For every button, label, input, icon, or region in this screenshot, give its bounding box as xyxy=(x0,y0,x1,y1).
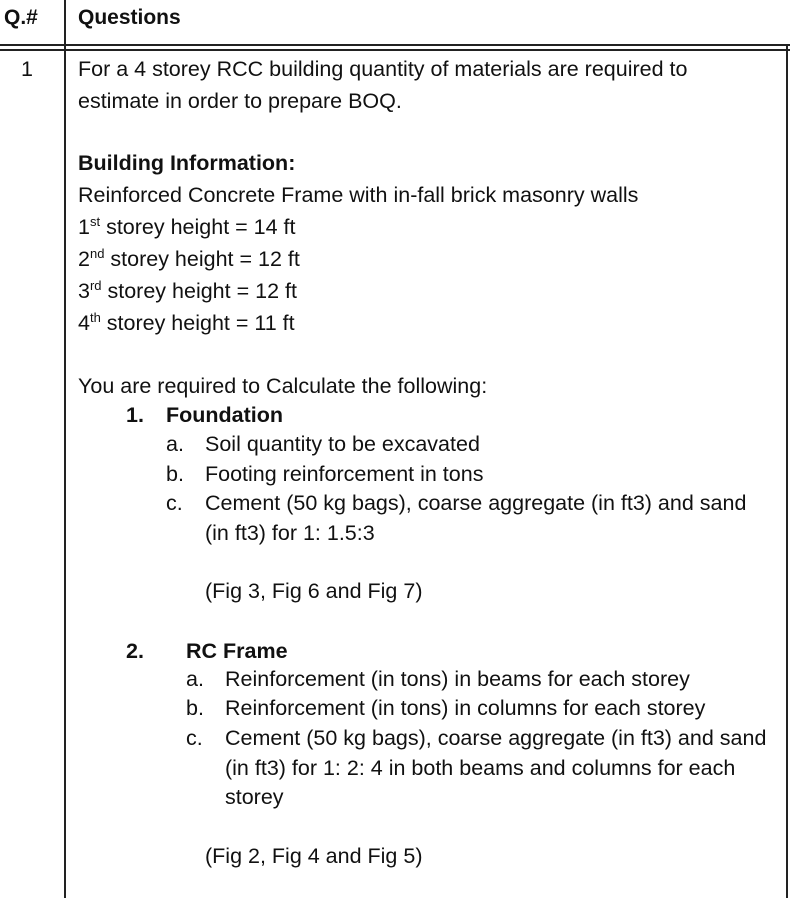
intro-line-1: For a 4 storey RCC building quantity of materials are required to xyxy=(78,57,688,81)
section-2-item-a: Reinforcement (in tons) in beams for each storey xyxy=(225,667,690,691)
section-1-item-c-line-1: Cement (50 kg bags), coarse aggregate (in ft3) and sand xyxy=(205,491,747,515)
column-divider xyxy=(64,0,66,898)
building-info-heading: Building Information: xyxy=(78,151,296,175)
section-1-figures: (Fig 3, Fig 6 and Fig 7) xyxy=(205,579,423,603)
header-qnum: Q.# xyxy=(4,6,38,29)
section-1-number: 1. xyxy=(126,403,144,427)
header-questions: Questions xyxy=(78,6,181,29)
question-number: 1 xyxy=(21,57,33,81)
section-1-title: Foundation xyxy=(166,403,284,427)
section-2-title: RC Frame xyxy=(186,639,288,663)
section-2-item-c-line-2: (in ft3) for 1: 2: 4 in both beams and columns for each xyxy=(225,756,736,780)
section-2-item-c-letter: c. xyxy=(186,726,203,750)
header-row-divider xyxy=(0,44,790,46)
right-border xyxy=(786,44,788,898)
section-1-item-b: Footing reinforcement in tons xyxy=(205,462,484,486)
requirement-text: You are required to Calculate the following: xyxy=(78,374,488,398)
section-1-item-c-letter: c. xyxy=(166,491,183,515)
intro-line-2: estimate in order to prepare BOQ. xyxy=(78,89,402,113)
section-2-number: 2. xyxy=(126,639,144,663)
frame-description: Reinforced Concrete Frame with in-fall brick masonry walls xyxy=(78,183,639,207)
section-2-figures: (Fig 2, Fig 4 and Fig 5) xyxy=(205,844,423,868)
storey-2-height: 2nd storey height = 12 ft xyxy=(78,246,300,271)
section-2-item-b: Reinforcement (in tons) in columns for each storey xyxy=(225,696,706,720)
section-2-item-c-line-3: storey xyxy=(225,785,284,809)
section-2-item-a-letter: a. xyxy=(186,667,204,691)
section-1-item-a: Soil quantity to be excavated xyxy=(205,432,480,456)
section-2-item-c-line-1: Cement (50 kg bags), coarse aggregate (in ft3) and sand xyxy=(225,726,767,750)
storey-3-height: 3rd storey height = 12 ft xyxy=(78,278,297,303)
section-1-item-c-line-2: (in ft3) for 1: 1.5:3 xyxy=(205,521,375,545)
header-bottom-border xyxy=(0,49,790,51)
section-1-item-b-letter: b. xyxy=(166,462,184,486)
storey-1-height: 1st storey height = 14 ft xyxy=(78,214,296,239)
storey-4-height: 4th storey height = 11 ft xyxy=(78,310,295,335)
section-2-item-b-letter: b. xyxy=(186,696,204,720)
section-1-item-a-letter: a. xyxy=(166,432,184,456)
